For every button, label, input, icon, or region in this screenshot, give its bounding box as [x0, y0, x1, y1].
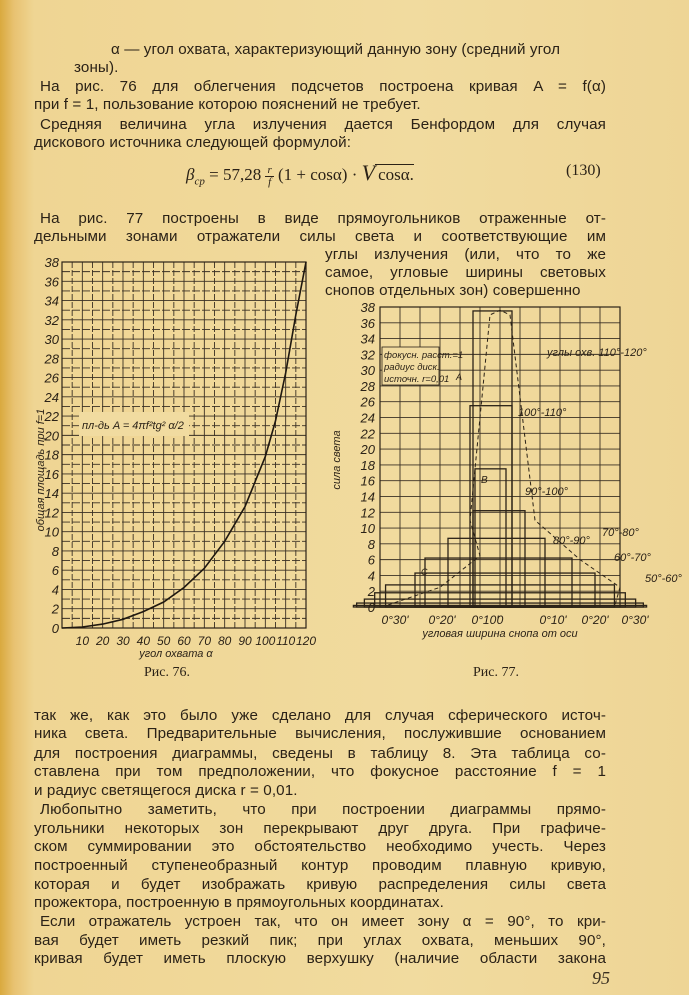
- text-line: снопов отдельных зон) совершенно: [325, 282, 581, 299]
- formula-number: (130): [566, 162, 601, 179]
- point-label-c: C: [421, 567, 428, 577]
- y-tick-label: 8: [367, 536, 375, 552]
- x-tick-label: 70: [197, 634, 212, 648]
- y-tick-label: 30: [360, 363, 375, 379]
- annotation-line: источн. r=0,01: [384, 374, 450, 385]
- y-tick-label: 28: [360, 378, 375, 394]
- y-tick-label: 4: [367, 568, 375, 584]
- text-line: при f = 1, пользование которою пояснений не требует.: [34, 96, 421, 113]
- x-axis-label: угловая ширина снопа от оси: [422, 628, 578, 640]
- y-tick-label: 16: [44, 466, 59, 482]
- radical-sign-icon: V: [361, 160, 376, 185]
- figure-77-chart: [330, 290, 689, 660]
- y-tick-label: 14: [360, 489, 375, 505]
- text-line: которая и будет изображать кривую распределения силы света: [34, 876, 606, 893]
- zone-label: 80°-90°: [553, 535, 590, 547]
- y-tick-label: 0: [367, 600, 375, 615]
- text-line: углы излучения (или, что то же: [325, 246, 606, 263]
- x-tick-label: 0°30': [381, 613, 409, 627]
- x-tick-label: 20: [95, 634, 110, 648]
- text-line: кривая будет иметь плоскую верхушку (наличие области закона: [34, 950, 606, 967]
- fraction-denominator: f: [268, 175, 272, 188]
- formula-radicand: cosα.: [375, 164, 414, 184]
- text-line: На рис. 77 построены в виде прямоугольников отраженные от-: [40, 210, 606, 227]
- zone-label: углы охв. 110°-120°: [547, 347, 647, 359]
- text-line: дельными зонами отражатели силы света и соответствующие им: [34, 228, 606, 245]
- x-tick-label: 120: [295, 634, 317, 648]
- figure-77-caption: Рис. 77.: [473, 665, 519, 680]
- y-tick-label: 2: [51, 601, 59, 617]
- text-line: угольники некоторых зон перекрывают друг друга. При графиче-: [34, 820, 606, 837]
- y-tick-label: 18: [44, 447, 59, 463]
- x-tick-label: 10: [75, 634, 90, 648]
- y-tick-label: 34: [44, 293, 59, 309]
- text-line: дискового источника следующей формулой:: [34, 134, 352, 151]
- y-tick-label: 38: [360, 300, 375, 315]
- y-tick-label: 8: [51, 543, 59, 559]
- zone-labels: [518, 347, 689, 637]
- y-tick-label: 6: [51, 563, 59, 579]
- x-tick-label: 0: [496, 613, 504, 627]
- x-tick-label: 80: [217, 634, 232, 648]
- point-label-b: B: [481, 475, 488, 486]
- x-axis-ticks: [381, 613, 649, 627]
- y-tick-label: 30: [44, 332, 59, 348]
- x-tick-label: 0°20': [581, 613, 609, 627]
- formula-subscript: ср: [194, 175, 205, 188]
- y-tick-label: 24: [360, 410, 375, 426]
- x-tick-label: 110: [276, 634, 296, 648]
- y-axis-label: общая площадь при f=1: [35, 408, 47, 532]
- y-tick-label: 18: [360, 457, 375, 473]
- text-line: Средняя величина угла излучения дается Бенфордом для случая: [40, 116, 606, 133]
- y-tick-label: 16: [360, 473, 375, 489]
- y-axis-label: сила света: [331, 430, 343, 490]
- zone-rect: [415, 573, 595, 607]
- text-line: ставлена при том предположении, что фокусное расстояние f = 1: [34, 763, 606, 780]
- x-tick-label: 0°10': [471, 613, 499, 627]
- text-line: самое, угловые ширины световых: [325, 264, 606, 281]
- x-tick-label: 60: [177, 634, 191, 648]
- text-line: для построения диаграммы, сведены в таблицу 8. Эта таблица со-: [34, 745, 606, 762]
- zone-label: 90°-100°: [525, 486, 569, 498]
- y-tick-label: 34: [360, 331, 375, 347]
- text-line: и радиус светящегося диска r = 0,01.: [34, 782, 298, 799]
- y-tick-label: 32: [44, 312, 59, 328]
- y-tick-label: 36: [44, 274, 59, 290]
- y-tick-label: 32: [360, 347, 375, 363]
- y-tick-label: 14: [44, 486, 59, 502]
- x-tick-label: 0°20': [428, 613, 456, 627]
- y-tick-label: 22: [360, 426, 375, 442]
- x-tick-label: 30: [116, 634, 130, 648]
- text-line: ника света. Предварительные вычисления, послужившие основанием: [34, 725, 606, 742]
- x-tick-label: 90: [238, 634, 252, 648]
- formula-fraction: [265, 165, 273, 188]
- y-tick-label: 0: [51, 621, 59, 636]
- zone-label: 50°-60°: [645, 573, 682, 585]
- y-tick-label: 10: [44, 524, 59, 540]
- y-tick-label: 12: [360, 505, 375, 521]
- figure-76-chart: [0, 250, 330, 660]
- y-tick-label: 12: [44, 505, 59, 521]
- zone-label: 60°-70°: [614, 552, 651, 564]
- y-tick-label: 4: [51, 582, 59, 598]
- text-line: вая будет иметь резкий пик; при углах охвата, меньших 90°,: [34, 932, 606, 949]
- zone-label: 70°-80°: [602, 527, 639, 539]
- formula-coefficient: = 57,28: [204, 165, 266, 184]
- fraction-numerator: r: [267, 163, 272, 176]
- y-axis-ticks: [360, 300, 376, 615]
- formula: [186, 160, 414, 188]
- text-line: ском суммировании это обстоятельство необходимо учесть. Через: [34, 838, 606, 855]
- x-axis-label: угол охвата α: [139, 648, 213, 660]
- x-tick-label: 40: [136, 634, 151, 648]
- text-line: На рис. 76 для облегчения подсчетов построена кривая A = f(α): [40, 78, 606, 95]
- text-span: α — угол охвата, характеризующий данную зону (средний угол: [111, 41, 561, 58]
- y-tick-label: 2: [367, 584, 375, 600]
- y-tick-label: 20: [44, 428, 59, 444]
- x-tick-label: 50: [156, 634, 171, 648]
- y-tick-label: 28: [44, 351, 59, 367]
- text-line: зоны).: [74, 59, 119, 76]
- zone-label: 100°-110°: [518, 407, 567, 419]
- annotation-line: радиус диск.: [384, 362, 440, 373]
- formula-body: (1 + cosα) ·: [273, 165, 362, 184]
- text-line: построенный ступенеобразный контур проводим плавную кривую,: [34, 857, 606, 874]
- y-tick-label: 6: [367, 552, 375, 568]
- y-tick-label: 10: [360, 521, 375, 537]
- y-tick-label: 22: [44, 409, 59, 425]
- y-tick-label: 36: [360, 315, 375, 331]
- text-line: Если отражатель устроен так, что он имеет зону α = 90°, то кри-: [40, 913, 606, 930]
- y-tick-label: 20: [360, 442, 375, 458]
- point-label-a: A: [456, 372, 463, 382]
- annotation-line: фокусн. расст.=1: [384, 350, 464, 361]
- text-line: Любопытно заметить, что при построении диаграммы прямо-: [40, 801, 606, 818]
- text-line: так же, как это было уже сделано для случая сферического источ-: [34, 707, 606, 724]
- y-tick-label: 26: [360, 394, 375, 410]
- formula-beta: β: [186, 165, 195, 184]
- x-axis-ticks: [76, 634, 317, 648]
- y-tick-label: 24: [44, 389, 59, 405]
- y-tick-label: 26: [44, 370, 59, 386]
- text-line: [111, 41, 607, 58]
- page-number: 95: [592, 968, 610, 988]
- y-tick-label: 38: [44, 255, 59, 270]
- x-tick-label: 0°30': [621, 613, 649, 627]
- annotation-formula: пл-дь A = 4πf²tg² α/2: [82, 420, 184, 432]
- x-tick-label: 0°10': [539, 613, 567, 627]
- figure-76-caption: Рис. 76.: [144, 665, 190, 680]
- text-line: прожектора, построенную в прямоугольных координатах.: [34, 894, 444, 911]
- x-tick-label: 100: [255, 634, 276, 648]
